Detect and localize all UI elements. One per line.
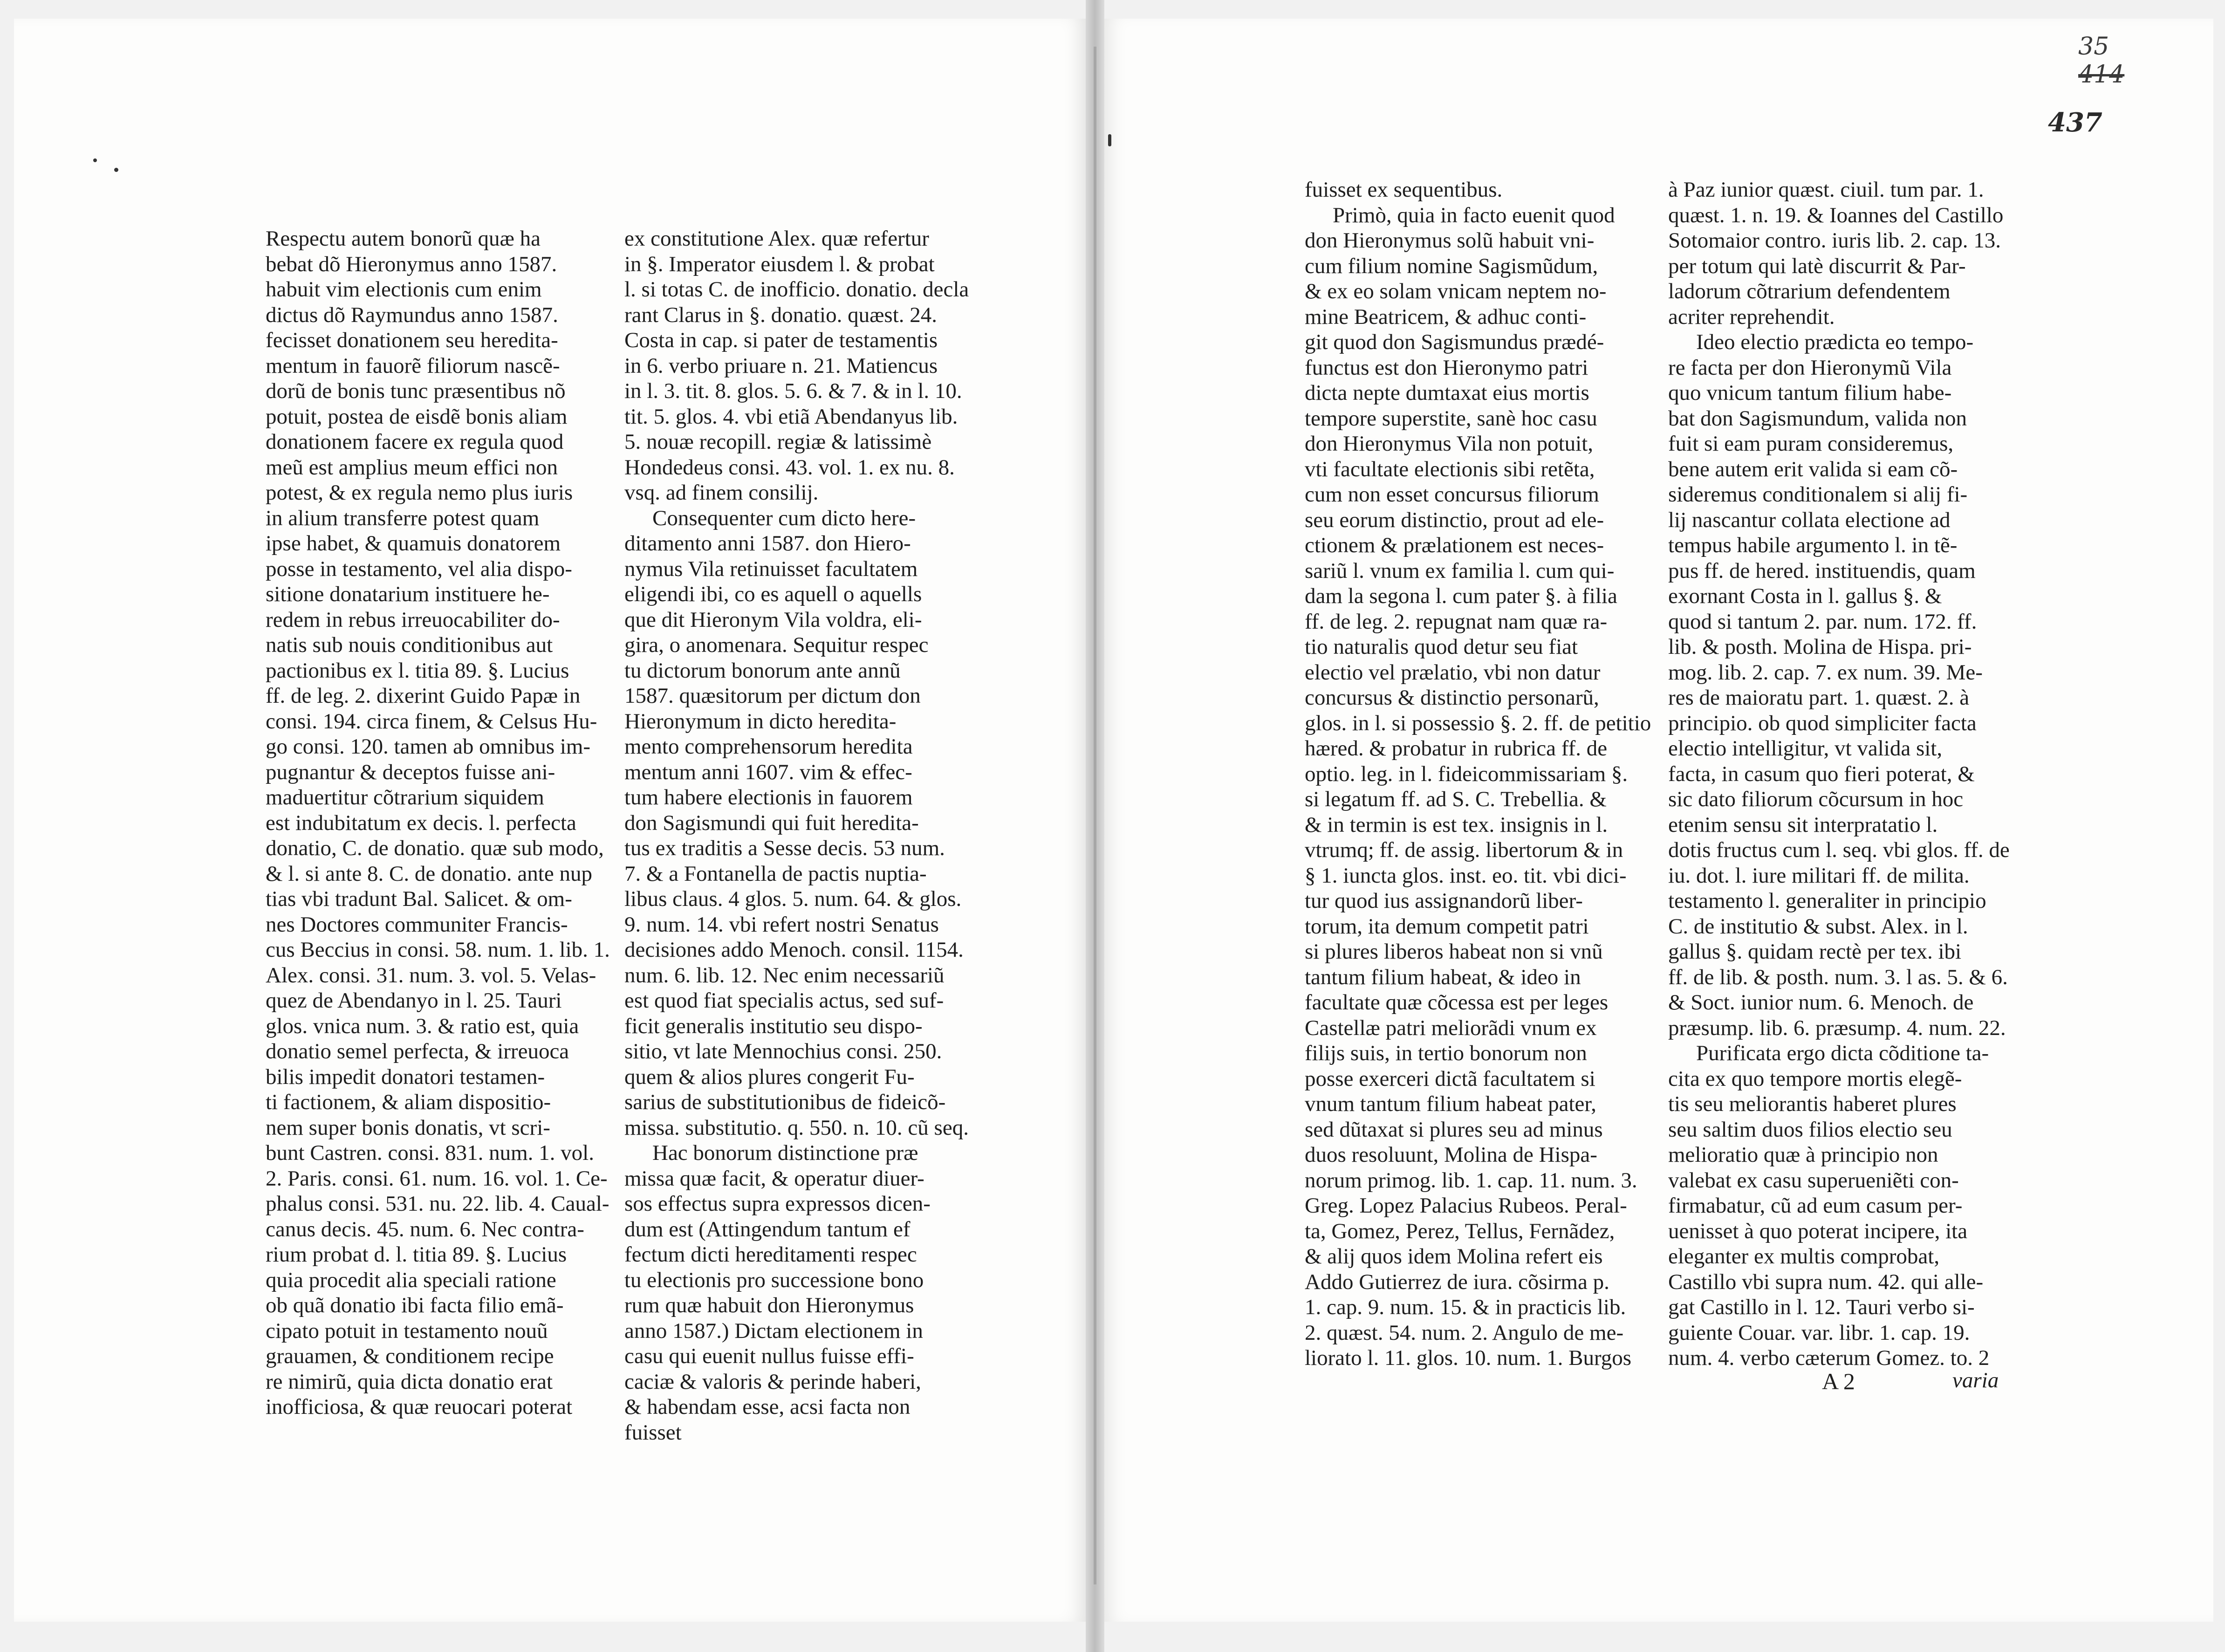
text-line: ff. de lib. & posth. num. 3. l as. 5. & 6.	[1668, 965, 2008, 989]
text-line: Costa in cap. si pater de testamentis	[624, 328, 938, 352]
ink-speck	[1108, 134, 1111, 146]
text-line: ipse habet, & quamuis donatorem	[266, 531, 561, 555]
right-page	[1104, 19, 2213, 1622]
left-column-1	[266, 226, 610, 1420]
text-line: bene autem erit valida si eam cõ-	[1668, 457, 1958, 481]
signature-mark: A 2	[1822, 1368, 1855, 1394]
text-line: quez de Abendanyo in l. 25. Tauri	[266, 988, 562, 1013]
text-line: per totum qui latè discurrit & Par-	[1668, 254, 1966, 278]
text-line: filijs suis, in tertio bonorum non	[1305, 1041, 1587, 1065]
text-line: cita ex quo tempore mortis elegẽ-	[1668, 1066, 1962, 1091]
text-line: 2. Paris. consi. 61. num. 16. vol. 1. Ce-	[266, 1166, 608, 1191]
text-line: dum est (Attingendum tantum ef	[624, 1217, 911, 1241]
text-line: liorato l. 11. glos. 10. num. 1. Burgos	[1305, 1346, 1632, 1370]
text-line: § 1. iuncta glos. inst. eo. tit. vbi dici-	[1305, 863, 1627, 888]
text-line: Primò, quia in facto euenit quod	[1333, 203, 1615, 227]
text-line: electio intelligitur, vt valida sit,	[1668, 736, 1943, 761]
text-line: 2. quæst. 54. num. 2. Angulo de me-	[1305, 1320, 1624, 1345]
text-line: vtrumq; ff. de assig. libertorum & in	[1305, 838, 1623, 862]
text-line: eligendi ibi, co es aquell o aquells	[624, 582, 922, 606]
text-line: tias vbi tradunt Bal. Salicet. & om-	[266, 887, 572, 911]
text-line: tu dictorum bonorum ante annũ	[624, 658, 901, 683]
text-line: hæred. & probatur in rubrica ff. de	[1305, 736, 1608, 761]
paragraph	[624, 226, 969, 506]
text-line: & habendam esse, acsi facta non	[624, 1395, 911, 1419]
text-line: vti facultate electionis sibi retẽta,	[1305, 457, 1595, 481]
text-line: quem & alios plures congerit Fu-	[624, 1064, 915, 1089]
text-line: cipato potuit in testamento nouũ	[266, 1318, 548, 1343]
text-line: pus ff. de hered. instituendis, quam	[1668, 558, 1976, 583]
text-line: exornant Costa in l. gallus §. &	[1668, 584, 1942, 608]
text-line: fecisset donationem seu heredita-	[266, 328, 558, 352]
text-line: grauamen, & conditionem recipe	[266, 1344, 554, 1368]
paragraph	[624, 506, 969, 1141]
text-line: tit. 5. glos. 4. vbi etiã Abendanyus lib.	[624, 404, 958, 429]
text-line: in 6. verbo priuare n. 21. Matiencus	[624, 353, 938, 378]
left-column-2	[624, 226, 969, 1445]
ink-speck	[93, 158, 97, 162]
text-line: concursus & distinctio personarũ,	[1305, 685, 1599, 710]
text-line: functus est don Hieronymo patri	[1305, 355, 1588, 380]
text-line: sideremus conditionalem si alij fi-	[1668, 482, 1968, 507]
text-line: est indubitatum ex decis. l. perfecta	[266, 810, 576, 835]
text-line: melioratio quæ à principio non	[1668, 1143, 1938, 1167]
text-line: eleganter ex multis comprobat,	[1668, 1244, 1940, 1268]
text-line: ff. de leg. 2. repugnat nam quæ ra-	[1305, 609, 1608, 634]
text-line: Hieronymum in dicto heredita-	[624, 709, 897, 733]
text-line: tantum filium habeat, & ideo in	[1305, 965, 1581, 989]
text-line: ctionem & prælationem est neces-	[1305, 533, 1604, 557]
right-column-2	[1668, 177, 2013, 1371]
text-line: mentum anni 1607. vim & effec-	[624, 760, 912, 784]
text-line: si plures liberos habeat non si vnũ	[1305, 939, 1603, 964]
text-line: tempus habile argumento l. in tẽ-	[1668, 533, 1958, 557]
folio-struck-number: 414	[2078, 61, 2125, 89]
text-line: uenisset à quo poterat incipere, ita	[1668, 1219, 1968, 1243]
text-line: pugnantur & deceptos fuisse ani-	[266, 760, 555, 784]
text-line: fuit si eam puram consideremus,	[1668, 432, 1954, 456]
text-line: Castellæ patri meliorãdi vnum ex	[1305, 1015, 1597, 1040]
text-line: Hac bonorum distinctione præ	[652, 1141, 918, 1165]
text-line: Castillo vbi supra num. 42. qui alle-	[1668, 1269, 1984, 1294]
text-line: potest, & ex regula nemo plus iuris	[266, 480, 573, 505]
right-column-1	[1305, 177, 1650, 1371]
text-line: bat don Sagismundum, valida non	[1668, 406, 1967, 431]
text-line: ladorum cõtrarium defendentem	[1668, 279, 1951, 303]
text-line: potuit, postea de eisdẽ bonis aliam	[266, 404, 568, 429]
paragraph	[624, 1140, 955, 1445]
text-line: tur quod ius assignandorũ liber-	[1305, 889, 1583, 913]
text-line: Hondedeus consi. 43. vol. 1. ex nu. 8.	[624, 455, 955, 480]
text-line: glos. in l. si possessio §. 2. ff. de petitio	[1305, 711, 1651, 735]
page-number: 437	[2048, 107, 2102, 138]
text-line: gallus §. quidam rectè per tex. ibi	[1668, 939, 1962, 964]
text-line: si legatum ff. ad S. C. Trebellia. &	[1305, 787, 1607, 811]
text-line: guiente Couar. var. libr. 1. cap. 19.	[1668, 1320, 1970, 1345]
text-line: nem super bonis donatis, vt scri-	[266, 1115, 550, 1140]
catchword: varia	[1952, 1368, 1999, 1392]
text-line: sic dato filiorum cõcursum in hoc	[1668, 787, 1964, 811]
text-line: electio vel prælatio, vbi non datur	[1305, 660, 1601, 685]
text-line: inofficiosa, & quæ reuocari poterat	[266, 1395, 573, 1419]
text-line: ff. de leg. 2. dixerint Guido Papæ in	[266, 684, 581, 708]
text-line: l. si totas C. de inofficio. donatio. decla	[624, 277, 969, 302]
text-line: facultate quæ cõcessa est per leges	[1305, 990, 1609, 1015]
text-line: caciæ & valoris & perinde haberi,	[624, 1369, 921, 1394]
text-line: principio. ob quod simpliciter facta	[1668, 711, 1977, 735]
text-line: in alium transferre potest quam	[266, 506, 540, 530]
text-line: rant Clarus in §. donatio. quæst. 24.	[624, 302, 938, 327]
text-line: mog. lib. 2. cap. 7. ex num. 39. Me-	[1668, 660, 1983, 685]
text-line: gat Castillo in l. 12. Tauri verbo si-	[1668, 1295, 1975, 1319]
text-line: etenim sensu sit interpratatio l.	[1668, 812, 1938, 837]
text-line: nes Doctores communiter Francis-	[266, 912, 568, 937]
text-line: bebat dõ Hieronymus anno 1587.	[266, 252, 557, 276]
text-line: Sotomaior contro. iuris lib. 2. cap. 13.	[1668, 228, 2001, 253]
text-line: fuisset	[624, 1420, 682, 1445]
text-line: git quod don Sagismundus prædé-	[1305, 330, 1604, 354]
text-line: Respectu autem bonorũ quæ ha	[266, 226, 541, 251]
text-line: missa. substitutio. q. 550. n. 10. cũ seq.	[624, 1115, 969, 1140]
text-line: ex constitutione Alex. quæ refertur	[624, 226, 929, 251]
text-line: sitione donatarium instituere he-	[266, 582, 550, 606]
text-line: fectum dicti hereditamenti respec	[624, 1242, 917, 1267]
text-line: rium probat d. l. titia 89. §. Lucius	[266, 1242, 567, 1267]
text-line: sarius de substitutionibus de fideicõ-	[624, 1090, 946, 1114]
text-line: quo vnicum tantum filium habe-	[1668, 381, 1952, 405]
text-line: acriter reprehendit.	[1668, 304, 1835, 329]
text-line: maduertitur cõtrarium siquidem	[266, 785, 544, 809]
text-line: iu. dot. l. iure militari ff. de milita.	[1668, 863, 1970, 888]
folio-old-number: 35	[2078, 33, 2109, 61]
text-line: vnum tantum filium habeat pater,	[1305, 1092, 1596, 1116]
text-line: & in termin is est tex. insignis in l.	[1305, 812, 1608, 837]
text-line: dorũ de bonis tunc præsentibus nõ	[266, 379, 566, 403]
text-line: 1587. quæsitorum per dictum don	[624, 684, 921, 708]
text-line: go consi. 120. tamen ab omnibus im-	[266, 734, 591, 759]
text-line: sed dũtaxat si plures seu ad minus	[1305, 1117, 1603, 1142]
text-line: præsump. lib. 6. præsump. 4. num. 22.	[1668, 1015, 2006, 1040]
text-line: Ideo electio prædicta eo tempo-	[1696, 330, 1974, 354]
text-line: mentum in fauorẽ filiorum nascẽ-	[266, 353, 560, 378]
text-line: ob quã donatio ibi facta filio emã-	[266, 1293, 564, 1317]
text-line: res de maioratu part. 1. quæst. 2. à	[1668, 685, 1970, 710]
text-line: dicta nepte dumtaxat eius mortis	[1305, 381, 1589, 405]
text-line: ta, Gomez, Perez, Tellus, Fernãdez,	[1305, 1219, 1615, 1243]
text-line: 9. num. 14. vbi refert nostri Senatus	[624, 912, 939, 937]
text-line: don Hieronymus solũ habuit vni-	[1305, 228, 1595, 253]
text-line: num. 4. verbo cæterum Gomez. to. 2	[1668, 1346, 1990, 1370]
text-line: que dit Hieronym Vila voldra, eli-	[624, 607, 922, 632]
text-line: 7. & a Fontanella de pactis nuptia-	[624, 861, 927, 886]
text-line: bilis impedit donatori testamen-	[266, 1064, 545, 1089]
text-line: tempore superstite, sanè hoc casu	[1305, 406, 1597, 431]
text-line: tio naturalis quod detur seu fiat	[1305, 635, 1578, 659]
text-line: lib. & posth. Molina de Hispa. pri-	[1668, 635, 1972, 659]
text-line: & Soct. iunior num. 6. Menoch. de	[1668, 990, 1974, 1015]
text-line: pactionibus ex l. titia 89. §. Lucius	[266, 658, 569, 683]
text-line: decisiones addo Menoch. consil. 1154.	[624, 938, 964, 962]
text-line: Purificata ergo dicta cõditione ta-	[1696, 1041, 1989, 1065]
ink-speck	[114, 168, 118, 172]
text-line: seu saltim duos filios electio seu	[1668, 1117, 1952, 1142]
text-line: natis sub nouis conditionibus aut	[266, 633, 553, 657]
text-line: re nimirũ, quia dicta donatio erat	[266, 1369, 553, 1394]
text-line: mine Beatricem, & adhuc conti-	[1305, 304, 1587, 329]
text-line: nymus Vila retinuisset facultatem	[624, 556, 918, 581]
text-line: don Hieronymus Vila non potuit,	[1305, 432, 1594, 456]
text-line: cum non esset concursus filiorum	[1305, 482, 1599, 507]
text-line: tus ex traditis a Sesse decis. 53 num.	[624, 836, 945, 860]
text-line: sitio, vt late Mennochius consi. 250.	[624, 1039, 942, 1063]
text-line: firmabatur, cũ ad eum casum per-	[1668, 1193, 1963, 1218]
text-line: testamento l. generaliter in principio	[1668, 889, 1986, 913]
text-line: vsq. ad finem consilij.	[624, 480, 819, 505]
text-line: redem in rebus irreuocabiliter do-	[266, 607, 560, 632]
text-line: dam la segona l. cum pater §. à filia	[1305, 584, 1617, 608]
text-line: à Paz iunior quæst. ciuil. tum par. 1.	[1668, 178, 1984, 202]
text-line: posse exerceri dictã facultatem si	[1305, 1066, 1595, 1091]
text-line: optio. leg. in l. fideicommissariam §.	[1305, 761, 1628, 786]
text-line: consi. 194. circa finem, & Celsus Hu-	[266, 709, 597, 733]
text-line: quia procedit alia speciali ratione	[266, 1268, 556, 1292]
text-line: dictus dõ Raymundus anno 1587.	[266, 302, 558, 327]
text-line: gira, o anomenara. Sequitur respec	[624, 633, 929, 657]
text-line: num. 6. lib. 12. Nec enim necessariũ	[624, 963, 945, 987]
text-line: & ex eo solam vnicam neptem no-	[1305, 279, 1607, 303]
text-line: libus claus. 4 glos. 5. num. 64. & glos.	[624, 887, 962, 911]
paragraph	[1305, 177, 1650, 203]
text-line: sos effectus supra expressos dicen-	[624, 1192, 931, 1216]
paragraph	[1668, 177, 2013, 329]
text-line: anno 1587.) Dictam electionem in	[624, 1318, 923, 1343]
text-line: torum, ita demum competit patri	[1305, 914, 1589, 939]
text-line: cus Beccius in consi. 58. num. 1. lib. 1.	[266, 938, 610, 962]
text-line: tis seu meliorantis haberet plures	[1668, 1092, 1957, 1116]
text-line: tum habere electionis in fauorem	[624, 785, 913, 809]
text-line: ficit generalis institutio seu dispo-	[624, 1014, 923, 1038]
gutter-line	[1094, 47, 1096, 1584]
text-line: Addo Gutierrez de iura. cõsirma p.	[1305, 1269, 1609, 1294]
text-line: duos resoluunt, Molina de Hispa-	[1305, 1143, 1597, 1167]
text-line: valebat ex casu superueniẽti con-	[1668, 1168, 1959, 1193]
text-line: donatio semel perfecta, & irreuoca	[266, 1039, 569, 1063]
text-line: bunt Castren. consi. 831. num. 1. vol.	[266, 1141, 594, 1165]
text-line: tu electionis pro successione bono	[624, 1268, 924, 1292]
text-line: donationem facere ex regula quod	[266, 430, 564, 454]
text-line: don Sagismundi qui fuit heredita-	[624, 810, 919, 835]
text-line: phalus consi. 531. nu. 22. lib. 4. Caual-	[266, 1192, 609, 1216]
text-line: facta, in casum quo fieri poterat, &	[1668, 761, 1975, 786]
text-line: quod si tantum 2. par. num. 172. ff.	[1668, 609, 1977, 634]
text-line: ditamento anni 1587. don Hiero-	[624, 531, 911, 555]
text-line: lij nascantur collata electione ad	[1668, 507, 1951, 532]
text-line: cum filium nomine Sagismũdum,	[1305, 254, 1598, 278]
text-line: norum primog. lib. 1. cap. 11. num. 3.	[1305, 1168, 1637, 1193]
text-line: Greg. Lopez Palacius Rubeos. Peral-	[1305, 1193, 1627, 1218]
text-line: seu eorum distinctio, prout ad ele-	[1305, 507, 1604, 532]
text-line: in §. Imperator eiusdem l. & probat	[624, 252, 935, 276]
paragraph	[1305, 203, 1650, 1371]
handwritten-folio	[2078, 33, 2124, 89]
text-line: missa quæ facit, & operatur diuer-	[624, 1166, 924, 1191]
text-line: habuit vim electionis cum enim	[266, 277, 542, 302]
text-line: donatio, C. de donatio. quæ sub modo,	[266, 836, 604, 860]
text-line: meũ est amplius meum effici non	[266, 455, 558, 480]
text-line: Alex. consi. 31. num. 3. vol. 5. Velas-	[266, 963, 596, 987]
text-line: dotis fructus cum l. seq. vbi glos. ff. de	[1668, 838, 2010, 862]
paragraph	[1668, 329, 2013, 1041]
text-line: 1. cap. 9. num. 15. & in practicis lib.	[1305, 1295, 1626, 1319]
text-line: glos. vnica num. 3. & ratio est, quia	[266, 1014, 579, 1038]
text-line: quæst. 1. n. 19. & Ioannes del Castillo	[1668, 203, 2004, 227]
text-line: & alij quos idem Molina refert eis	[1305, 1244, 1603, 1268]
text-line: 5. nouæ recopill. regiæ & latissimè	[624, 430, 932, 454]
text-line: Consequenter cum dicto here-	[652, 506, 916, 530]
text-line: rum quæ habuit don Hieronymus	[624, 1293, 914, 1317]
text-line: in l. 3. tit. 8. glos. 5. 6. & 7. & in l. 10.	[624, 379, 962, 403]
text-line: sariũ l. vnum ex familia l. cum qui-	[1305, 558, 1615, 583]
text-line: fuisset ex sequentibus.	[1305, 178, 1503, 202]
text-line: est quod fiat specialis actus, sed suf-	[624, 988, 944, 1013]
text-line: ti factionem, & aliam dispositio-	[266, 1090, 551, 1114]
text-line: re facta per don Hieronymũ Vila	[1668, 355, 1952, 380]
text-line: & l. si ante 8. C. de donatio. ante nup	[266, 861, 592, 886]
paragraph	[1668, 1041, 2013, 1371]
text-line: posse in testamento, vel alia dispo-	[266, 556, 572, 581]
text-line: casu qui euenit nullus fuisse effi-	[624, 1344, 914, 1368]
text-line: C. de institutio & subst. Alex. in l.	[1668, 914, 1968, 939]
text-line: canus decis. 45. num. 6. Nec contra-	[266, 1217, 584, 1241]
text-line: mento comprehensorum heredita	[624, 734, 913, 759]
